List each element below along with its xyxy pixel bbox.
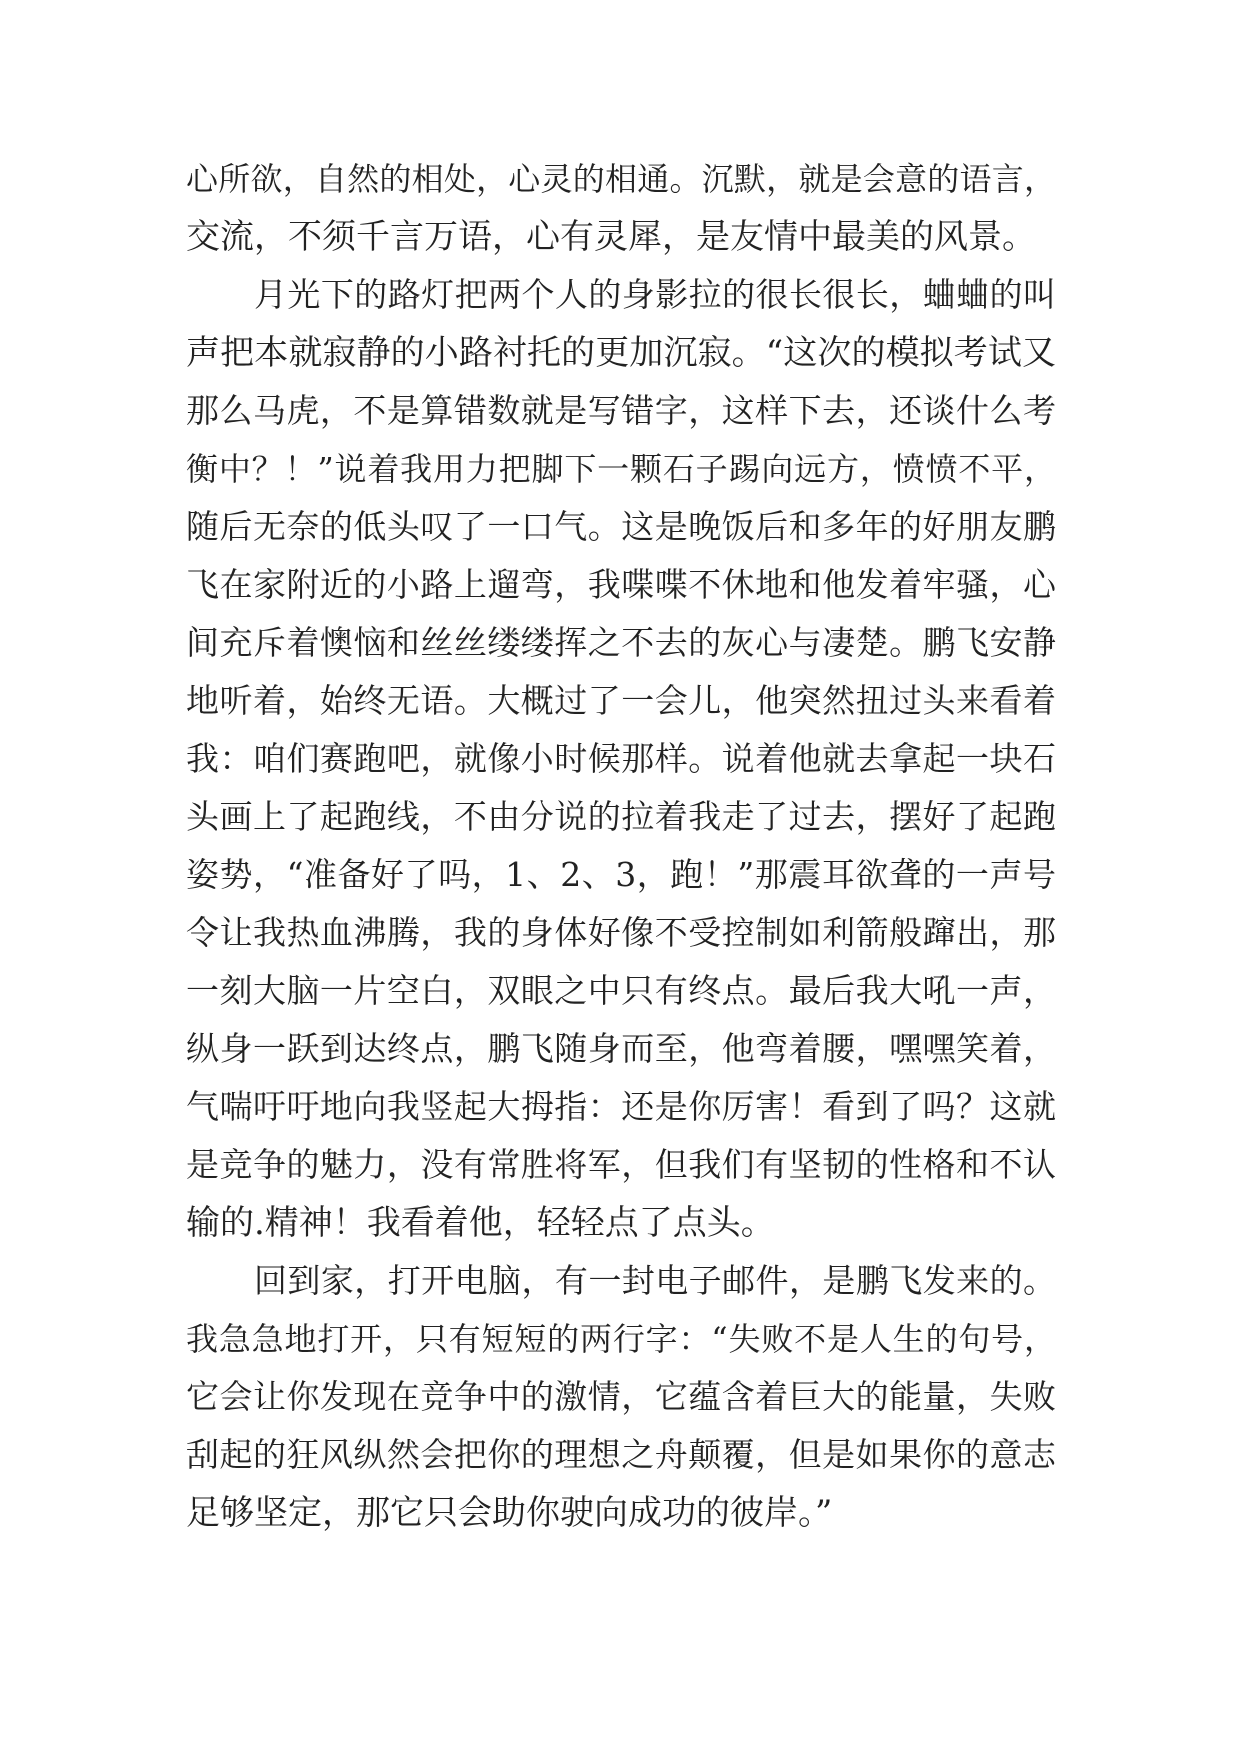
text-line: 我：咱们赛跑吧，就像小时候那样。说着他就去拿起一块石 <box>186 739 1056 778</box>
text-line: 是竞争的魅力，没有常胜将军，但我们有坚韧的性格和不认 <box>186 1145 1056 1184</box>
text-line: 随后无奈的低头叹了一口气。这是晚饭后和多年的好朋友鹏 <box>186 507 1056 546</box>
text-line: 刮起的狂风纵然会把你的理想之舟颠覆，但是如果你的意志 <box>186 1435 1056 1474</box>
paragraph-first-line: 回到家，打开电脑，有一封电子邮件，是鹏飞发来的。 <box>254 1261 1056 1300</box>
text-line: 气喘吁吁地向我竖起大拇指：还是你厉害！看到了吗？这就 <box>186 1087 1056 1126</box>
text-line: 它会让你发现在竞争中的激情，它蕴含着巨大的能量，失败 <box>186 1377 1056 1416</box>
text-line: 地听着，始终无语。大概过了一会儿，他突然扭过头来看着 <box>186 681 1056 720</box>
text-line: 足够坚定，那它只会助你驶向成功的彼岸。” <box>186 1493 833 1533</box>
text-line: 头画上了起跑线，不由分说的拉着我走了过去，摆好了起跑 <box>186 797 1056 836</box>
text-line: 一刻大脑一片空白，双眼之中只有终点。最后我大吼一声， <box>186 971 1056 1010</box>
text-line: 间充斥着懊恼和丝丝缕缕挥之不去的灰心与凄楚。鹏飞安静 <box>186 623 1056 662</box>
text-line: 纵身一跃到达终点，鹏飞随身而至，他弯着腰，嘿嘿笑着， <box>186 1029 1056 1068</box>
text-line: 令让我热血沸腾，我的身体好像不受控制如利箭般蹿出，那 <box>186 913 1056 952</box>
body-text <box>186 150 1056 1542</box>
text-line: 飞在家附近的小路上遛弯，我喋喋不休地和他发着牢骚，心 <box>186 565 1056 604</box>
text-line: 交流，不须千言万语，心有灵犀，是友情中最美的风景。 <box>186 217 1036 257</box>
text-line: 姿势，“准备好了吗，1、2、3，跑！”那震耳欲聋的一声号 <box>186 855 1056 894</box>
text-line: 衡中？！”说着我用力把脚下一颗石子踢向远方，愤愤不平， <box>186 450 1056 488</box>
text-line: 输的.精神！我看着他，轻轻点了点头。 <box>186 1203 775 1243</box>
text-line: 我急急地打开，只有短短的两行字：“失败不是人生的句号， <box>186 1320 1056 1358</box>
text-line: 那么马虎，不是算错数就是写错字，这样下去，还谈什么考 <box>186 391 1056 430</box>
paragraph-first-line: 月光下的路灯把两个人的身影拉的很长很长，蛐蛐的叫 <box>254 275 1056 314</box>
text-line: 心所欲，自然的相处，心灵的相通。沉默，就是会意的语言， <box>186 160 1056 198</box>
text-line: 声把本就寂静的小路衬托的更加沉寂。“这次的模拟考试又 <box>186 333 1056 373</box>
